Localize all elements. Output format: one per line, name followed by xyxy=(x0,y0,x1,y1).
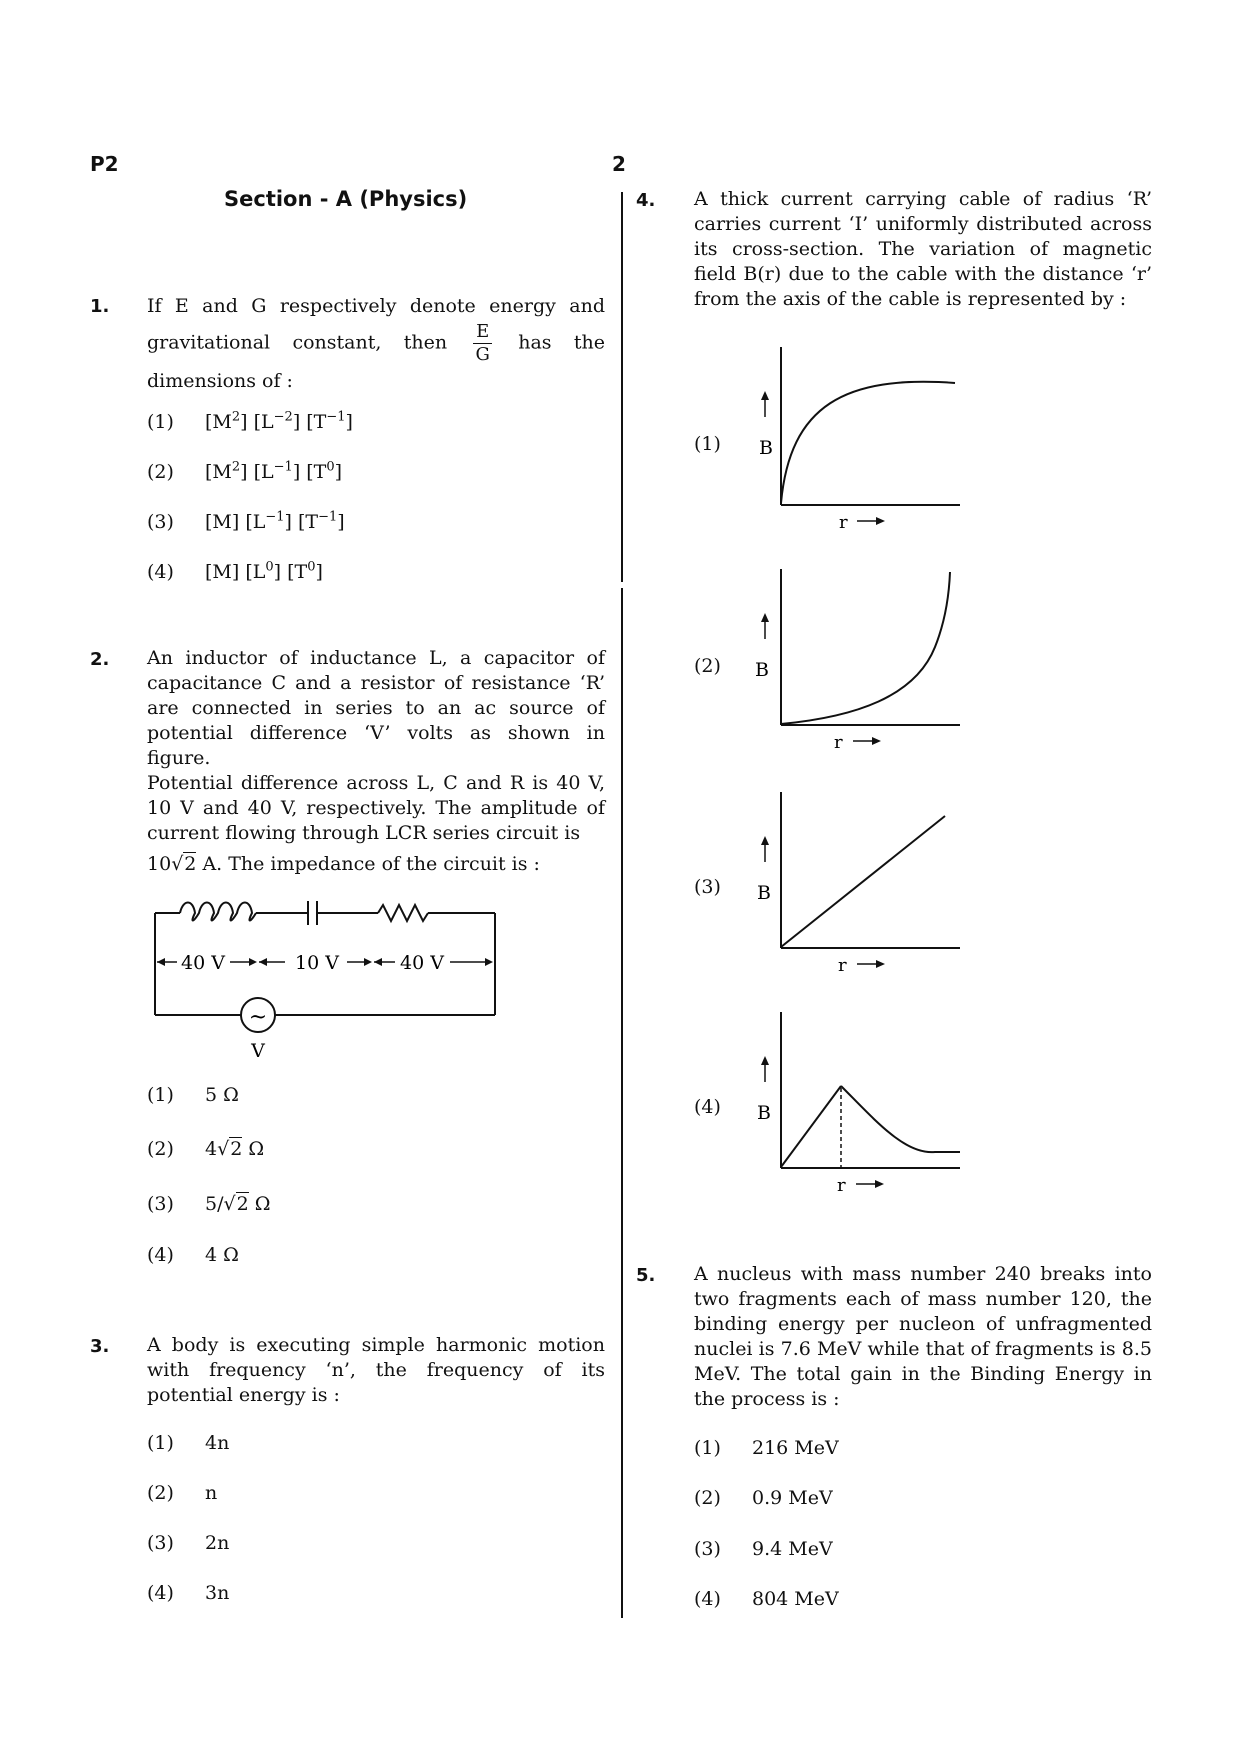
option-number: (3) xyxy=(147,511,174,533)
question-1-stem-end: has the dimensions of : xyxy=(147,331,605,392)
option-value: 4√2 Ω xyxy=(205,1138,265,1160)
voltage-label-capacitor: 10 V xyxy=(295,952,339,974)
column-divider-upper xyxy=(621,192,623,582)
option-value: 5/√2 Ω xyxy=(205,1193,271,1215)
up-arrow-icon xyxy=(761,613,769,622)
resistor-zigzag xyxy=(378,905,428,921)
option-value: 804 MeV xyxy=(752,1588,839,1610)
option-value: 0.9 MeV xyxy=(752,1487,833,1509)
y-axis-label: B xyxy=(757,882,771,904)
option-value: 216 MeV xyxy=(752,1437,839,1459)
arrow-head xyxy=(157,958,165,966)
option-value: 5 Ω xyxy=(205,1084,239,1106)
b-curve-decay xyxy=(841,1086,960,1152)
question-1-stem: If E and G respectively denote energy and gravitational constant, then xyxy=(147,295,605,354)
option-value: 4n xyxy=(205,1432,230,1454)
q4-graph-2[interactable] xyxy=(745,567,970,757)
x-axis-label: r xyxy=(834,732,843,753)
right-arrow-icon xyxy=(876,517,885,525)
voltage-label-inductor: 40 V xyxy=(181,952,225,974)
y-axis-label: B xyxy=(755,659,769,681)
question-3-text: A body is executing simple harmonic motion with frequency ‘n’, the frequency of its potential energy is : xyxy=(147,1334,605,1406)
question-5-text: A nucleus with mass number 240 breaks into two fragments each of mass number 120, the binding energy per nucleon of unfragmented nuclei is 7.6 MeV while that of fragments is 8.5 MeV. The total gain in the Binding Energy in the process is : xyxy=(694,1263,1152,1410)
option-number: (1) xyxy=(147,1084,174,1106)
lcr-circuit-diagram xyxy=(145,885,505,1060)
b-line-rising xyxy=(781,1086,841,1167)
y-axis-label: B xyxy=(757,1102,771,1124)
b-curve-exponential xyxy=(781,572,950,724)
q4-graph-4[interactable] xyxy=(745,1010,970,1200)
e-over-g-fraction xyxy=(473,321,491,366)
question-2-number: 2. xyxy=(90,649,110,670)
option-value: [M] $[L^0]$ $[T^0]$ xyxy=(205,559,323,583)
fraction-numerator: E xyxy=(473,321,491,344)
arrow-head xyxy=(259,958,267,966)
inductor-coil xyxy=(180,903,256,921)
question-2-para-1: An inductor of inductance L, a capacitor of capacitance C and a resistor of resistance ‘R’ are connected in series to an ac source of potential difference ‘V’ volts as shown in figure. xyxy=(147,647,605,769)
question-1-number: 1. xyxy=(90,296,110,317)
up-arrow-icon xyxy=(761,836,769,845)
paper-code: P2 xyxy=(90,152,119,176)
question-3-number: 3. xyxy=(90,1336,110,1357)
arrow-head xyxy=(485,958,493,966)
right-arrow-icon xyxy=(875,1180,884,1188)
option-number: (1) xyxy=(147,1432,174,1454)
option-number: (2) xyxy=(147,1138,174,1160)
question-2-para-2: Potential difference across L, C and R is 40 V, 10 V and 40 V, respectively. The amplitude of current flowing through LCR series circuit is xyxy=(147,772,605,844)
b-curve-saturating xyxy=(781,382,955,503)
voltage-label-resistor: 40 V xyxy=(400,952,444,974)
y-axis-label: B xyxy=(759,437,773,459)
q4-graph-3[interactable] xyxy=(745,790,970,980)
x-axis-label: r xyxy=(838,955,847,976)
option-value: 3n xyxy=(205,1582,230,1604)
question-4-text: A thick current carrying cable of radius ‘R’ carries current ‘I’ uniformly distributed across its cross-section. The variation of magnetic field B(r) due to the cable with the distance ‘r’ from the axis of the cable is represented by : xyxy=(694,188,1152,310)
option-number: (4) xyxy=(147,561,174,583)
option-value: $[M^2]$ $[L^{-1}]$ $[T^0]$ xyxy=(205,459,343,483)
option-value: n xyxy=(205,1482,218,1504)
option-number: (2) xyxy=(147,1482,174,1504)
option-number: (3) xyxy=(694,1538,721,1560)
option-number: (3) xyxy=(147,1193,174,1215)
option-number: (4) xyxy=(147,1244,174,1266)
page-number: 2 xyxy=(612,152,626,176)
column-divider-lower xyxy=(621,588,623,1618)
question-1-text xyxy=(147,291,605,396)
up-arrow-icon xyxy=(761,391,769,400)
question-5-number: 5. xyxy=(636,1265,656,1286)
source-label: V xyxy=(251,1040,265,1060)
q4-graph-1[interactable] xyxy=(745,345,970,535)
question-2-para-3: 10√2 A. The impedance of the circuit is : xyxy=(147,853,540,875)
ac-source-symbol: ~ xyxy=(248,1005,268,1030)
section-title: Section - A (Physics) xyxy=(224,187,468,211)
option-value: $[M^2]$ $[L^{-2}]$ $[T^{-1}]$ xyxy=(205,409,353,433)
right-arrow-icon xyxy=(876,960,885,968)
option-number: (4) xyxy=(694,1588,721,1610)
up-arrow-icon xyxy=(761,1056,769,1065)
b-line-linear xyxy=(781,816,945,947)
option-number: (2) xyxy=(147,461,174,483)
option-number: (1) xyxy=(694,1437,721,1459)
option-number: (2) xyxy=(694,1487,721,1509)
option-value: [M] $[L^{-1}]$ $[T^{-1}]$ xyxy=(205,509,345,533)
option-value: 9.4 MeV xyxy=(752,1538,833,1560)
option-number: (3) xyxy=(147,1532,174,1554)
question-2-text xyxy=(147,646,605,877)
right-arrow-icon xyxy=(872,737,881,745)
x-axis-label: r xyxy=(839,512,848,533)
option-value: 2n xyxy=(205,1532,230,1554)
option-number: (4) xyxy=(147,1582,174,1604)
option-value: 4 Ω xyxy=(205,1244,239,1266)
x-axis-label: r xyxy=(837,1175,846,1196)
question-4-number: 4. xyxy=(636,190,656,211)
arrow-head xyxy=(249,958,257,966)
fraction-denominator: G xyxy=(475,344,490,365)
option-number: (1) xyxy=(147,411,174,433)
arrow-head xyxy=(374,958,382,966)
arrow-head xyxy=(364,958,372,966)
